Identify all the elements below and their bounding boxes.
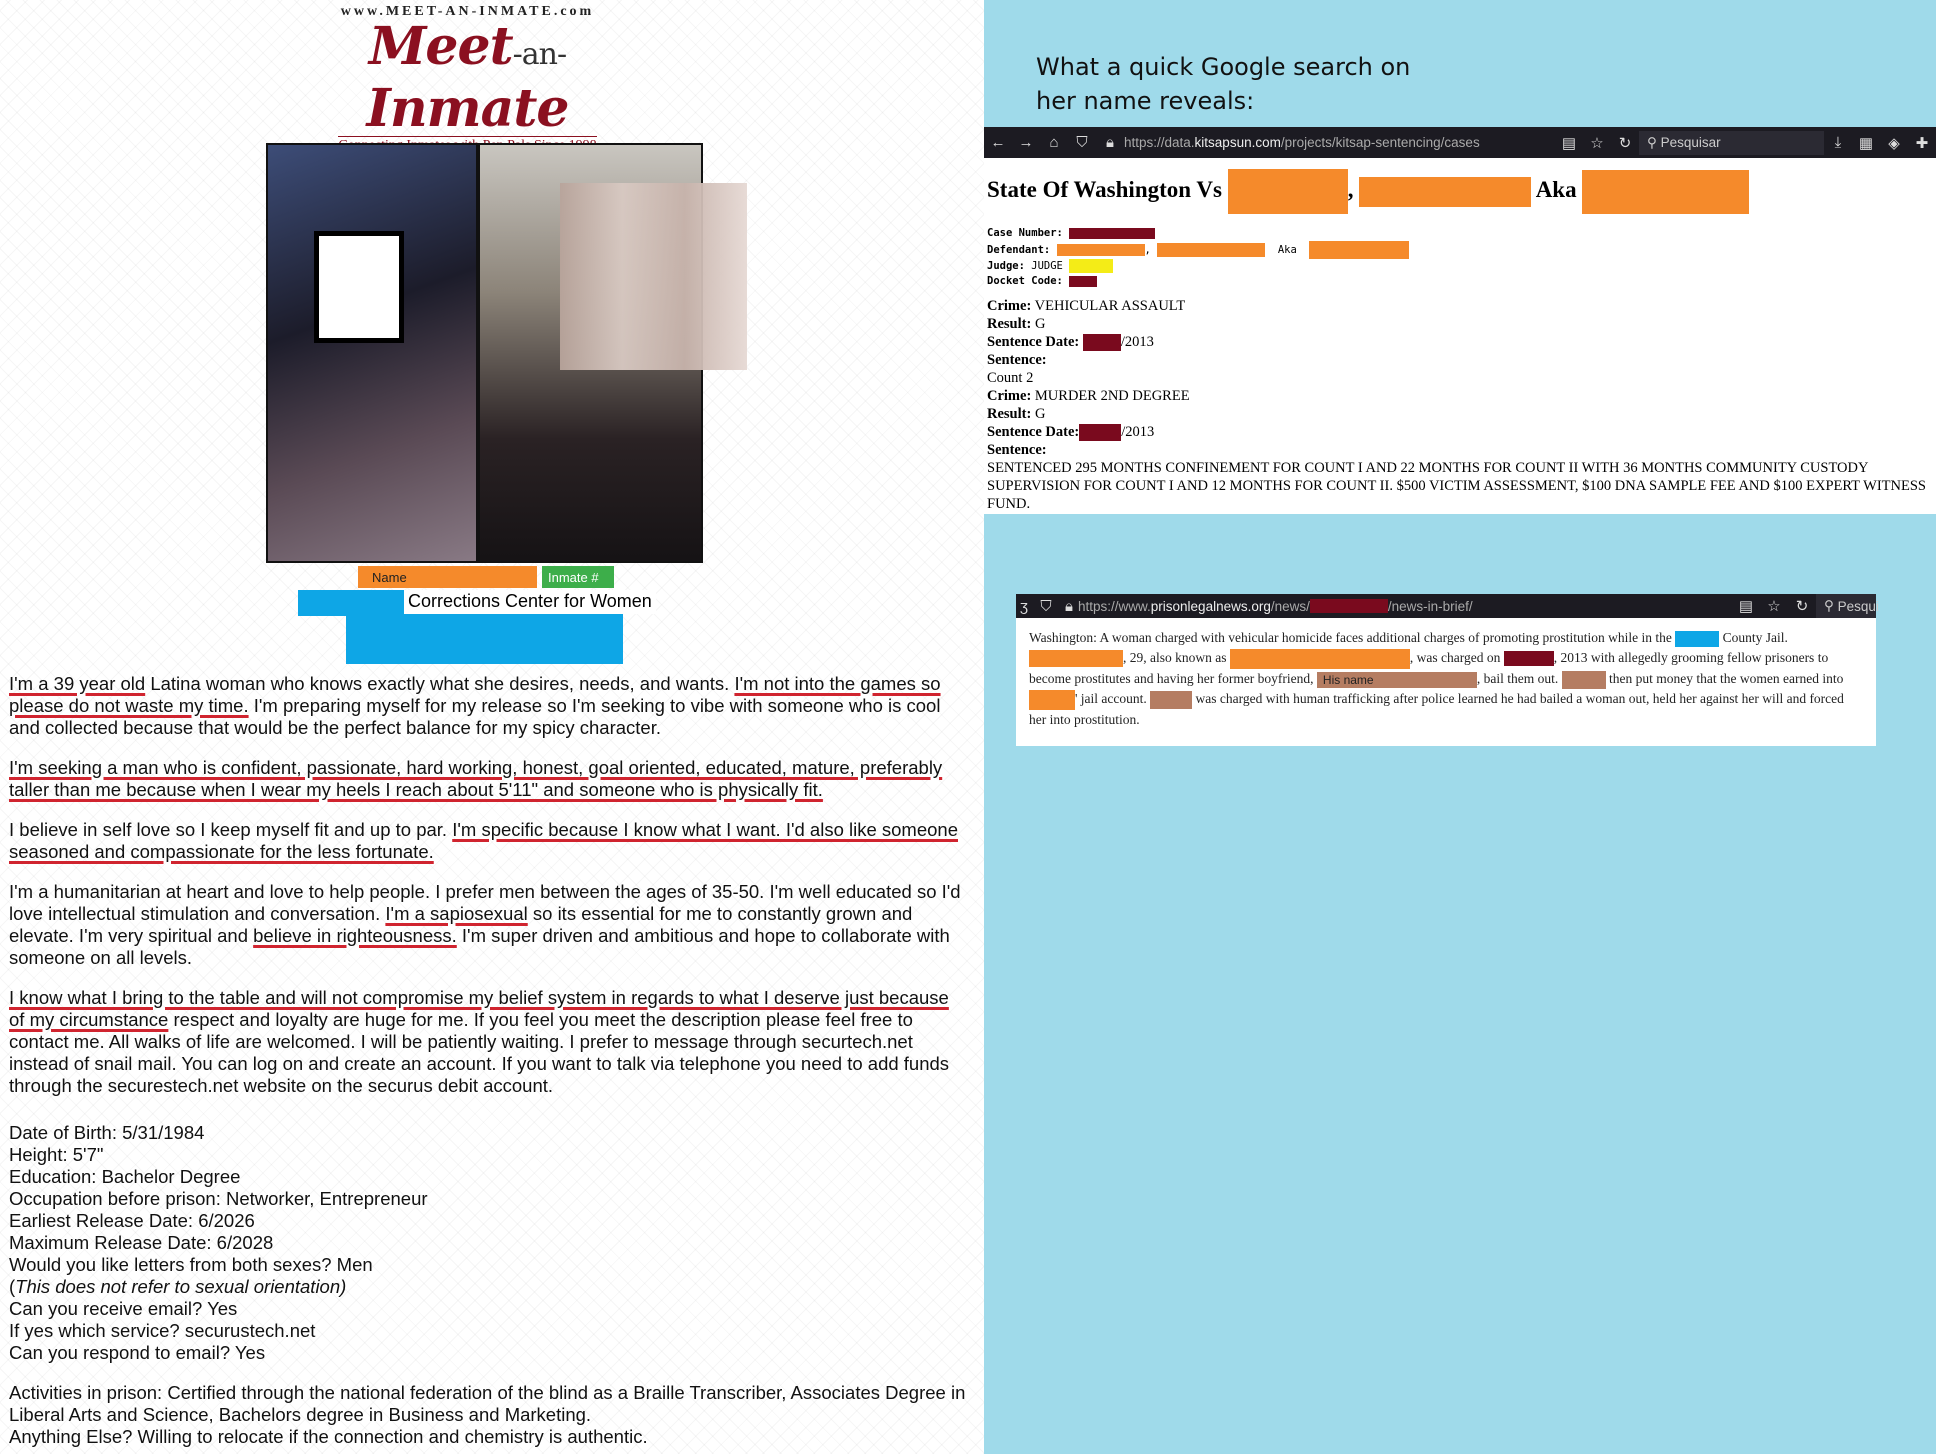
reload-icon[interactable]: ↻ <box>1795 598 1809 615</box>
redaction <box>1228 169 1348 214</box>
lock-icon: 🔒︎ <box>1106 134 1114 151</box>
logo-url: www.MEET-AN-INMATE.com <box>340 4 595 19</box>
logo-brand: Meet-an-Inmate <box>366 16 569 139</box>
spacer <box>9 1364 969 1382</box>
reader-icon[interactable]: ▤ <box>1738 598 1754 615</box>
photo-left <box>268 145 478 563</box>
bio-paragraph: I'm a 39 year old Latina woman who knows exactly what she desires, needs, and wants. I'm not into the games so please do not waste my time. I'm preparing myself for my release so I'm seeking to vibe with someone who is cool and collected because that would be the perfect balance for my spicy character. <box>9 673 941 738</box>
redaction <box>1029 650 1123 667</box>
redaction <box>1359 177 1531 207</box>
inmate-number-redaction: Inmate # <box>542 566 614 588</box>
browser-toolbar <box>1016 594 1879 618</box>
redaction <box>1069 259 1113 273</box>
redaction <box>1079 424 1121 441</box>
bio-paragraph: I believe in self love so I keep myself fit and up to par. I'm specific because I know what I want. I'd also like someone seasoned and compassionate for the less fortunate. <box>9 819 958 862</box>
lock-icon: 🔒︎ <box>1065 597 1073 615</box>
extensions-icon[interactable]: ▦ <box>1858 134 1874 152</box>
redaction <box>1562 671 1606 689</box>
bio-paragraph: I'm a humanitarian at heart and love to help people. I prefer men between the ages of 35-50. I'm well educated so I'd love intellectual stimulation and conversation. I'm a sapiosexual so its essential for me to constantly grown and elevate. I'm very spiritual and believe in righteousness. I'm super driven and ambitious and hope to collaborate with someone on all levels. <box>9 881 961 968</box>
privacy-badge-icon[interactable]: ◈ <box>1888 134 1900 152</box>
news-brief-text: Washington: A woman charged with vehicular homicide faces additional charges of promoting prostitution while in the County Jail. , 29, also known as , was charged on , 2013 with allegedly grooming fellow prisoners to become prostitutes and having her former boyfriend, His name , bail them out. then put money that the women earned into ' jail account. was charged with human trafficking after police learned he had bailed a woman out, held her against her will and forced her into prostitution. <box>1029 630 1844 727</box>
reader-icon[interactable]: ▤ <box>1561 134 1577 152</box>
fact-respond: Can you respond to email? Yes <box>9 1342 266 1363</box>
profile-facts <box>9 1122 969 1448</box>
redaction <box>1150 691 1192 709</box>
shield-icon[interactable]: ⛉ <box>1040 597 1052 615</box>
redaction <box>1069 276 1097 287</box>
fact-orientation-note: (This does not refer to sexual orientation) <box>9 1276 347 1297</box>
redaction <box>1057 244 1145 256</box>
fact-letters: Would you like letters from both sexes? Men <box>9 1254 373 1275</box>
shield-icon[interactable]: ⛉ <box>1076 134 1088 151</box>
case-title: State Of Washington Vs , Aka <box>987 169 1749 214</box>
facility-label: Corrections Center for Women <box>404 590 656 614</box>
bookmark-star-icon[interactable]: ☆ <box>1590 134 1604 152</box>
face-blur <box>560 183 747 370</box>
fact-service: If yes which service? securustech.net <box>9 1320 316 1341</box>
fact-email: Can you receive email? Yes <box>9 1298 238 1319</box>
face-redaction-box <box>314 231 404 343</box>
search-findings-panel <box>984 0 1936 1454</box>
bio-paragraph: I know what I bring to the table and will not compromise my belief system in regards to what I deserve just because of my circumstance respect and loyalty are huge for me. If you feel you meet the description please feel free to contact me. All walks of life are welcomed. I will be patiently waiting. I prefer to message through securtech.net instead of snail mail. You can log on and create an account. If you want to talk via telephone you need to add funds through the securestech.net website on the securus debit account. <box>9 987 950 1096</box>
bio-text <box>9 673 969 1115</box>
his-name-redaction: His name <box>1317 672 1477 688</box>
redaction <box>1069 228 1155 239</box>
search-input[interactable]: ⚲ Pesquisar <box>1639 131 1824 155</box>
news-article-browser <box>1016 594 1879 746</box>
redaction <box>1310 599 1388 613</box>
search-icon: ⚲ <box>1647 134 1661 150</box>
back-icon[interactable]: ← <box>990 134 1006 151</box>
redaction <box>1675 631 1719 647</box>
bookmark-star-icon[interactable]: ☆ <box>1767 598 1781 615</box>
address-bar[interactable]: https://www. prisonlegalnews.org /news/ /news-in-brief/ <box>1078 598 1473 614</box>
redaction <box>1230 649 1410 669</box>
redaction <box>1504 651 1554 666</box>
search-input[interactable]: ⚲ Pesqui <box>1816 594 1876 618</box>
reload-icon[interactable]: ↻ <box>1618 134 1632 152</box>
address-bar[interactable]: https://data. kitsapsun.com /projects/kitsap-sentencing/cases <box>1124 135 1480 150</box>
bio-paragraph: I'm seeking a man who is confident, passionate, hard working, honest, goal oriented, educated, mature, preferably taller than me because when I wear my heels I reach about 5'11" and someone who is physically fit. <box>9 757 943 800</box>
fact-anything-else: Anything Else? Willing to relocate if the connection and chemistry is authentic. <box>9 1426 648 1447</box>
fact-education: Education: Bachelor Degree <box>9 1166 241 1187</box>
redaction <box>1309 241 1409 259</box>
fact-height: Height: 5'7" <box>9 1144 104 1165</box>
case-meta: Case Number: Defendant: , Aka Judge: JUDGE Docket Code: <box>987 226 1409 289</box>
fact-earliest-release: Earliest Release Date: 6/2026 <box>9 1210 255 1231</box>
home-icon[interactable]: ⌂ <box>1049 134 1059 151</box>
court-record-browser <box>984 127 1936 514</box>
search-icon: ⚲ <box>1824 598 1838 613</box>
fact-occupation: Occupation before prison: Networker, Entrepreneur <box>9 1188 428 1209</box>
site-logo[interactable] <box>295 4 640 139</box>
redaction <box>1083 334 1121 351</box>
browser-toolbar <box>984 127 1936 158</box>
puzzle-icon[interactable]: ✚ <box>1915 134 1929 152</box>
redaction <box>1582 170 1749 214</box>
forward-icon[interactable]: → <box>1018 134 1034 151</box>
download-icon[interactable]: ⤓ <box>1834 134 1842 151</box>
fact-maximum-release: Maximum Release Date: 6/2028 <box>9 1232 274 1253</box>
sentencing-details: Crime: VEHICULAR ASSAULT Result: G Sentence Date: /2013 Sentence: Count 2 Crime: MURDER 2ND DEGREE Result: G Sentence Date: /2013 Sentence: SENTENCED 295 MONTHS CONFINEMENT FOR COUNT I AND 22 MONTHS FOR COUNT II WITH 36 MONTHS COMMUNITY CUSTODY SUPERVISION FOR COUNT I AND 12 MONTHS FOR COUNT II. $500 VICTIM ASSESSMENT, $100 DNA SAMPLE FEE AND $100 EXPERT WITNESS FUND. <box>987 298 1926 513</box>
tab-edge-icon: ʒ <box>1019 597 1029 615</box>
facility-redaction-left <box>298 590 404 616</box>
findings-headline: What a quick Google search on her name reveals: <box>1036 53 1411 115</box>
facility-redaction-bottom <box>346 614 623 664</box>
redaction <box>1157 243 1265 257</box>
fact-activities: Activities in prison: Certified through the national federation of the blind as a Braille Transcriber, Associates Degree in Liberal Arts and Science, Bachelors degree in Business and Marketing. <box>9 1382 966 1425</box>
name-redaction: Name <box>358 566 537 588</box>
redaction <box>1029 690 1075 710</box>
fact-dob: Date of Birth: 5/31/1984 <box>9 1122 205 1143</box>
